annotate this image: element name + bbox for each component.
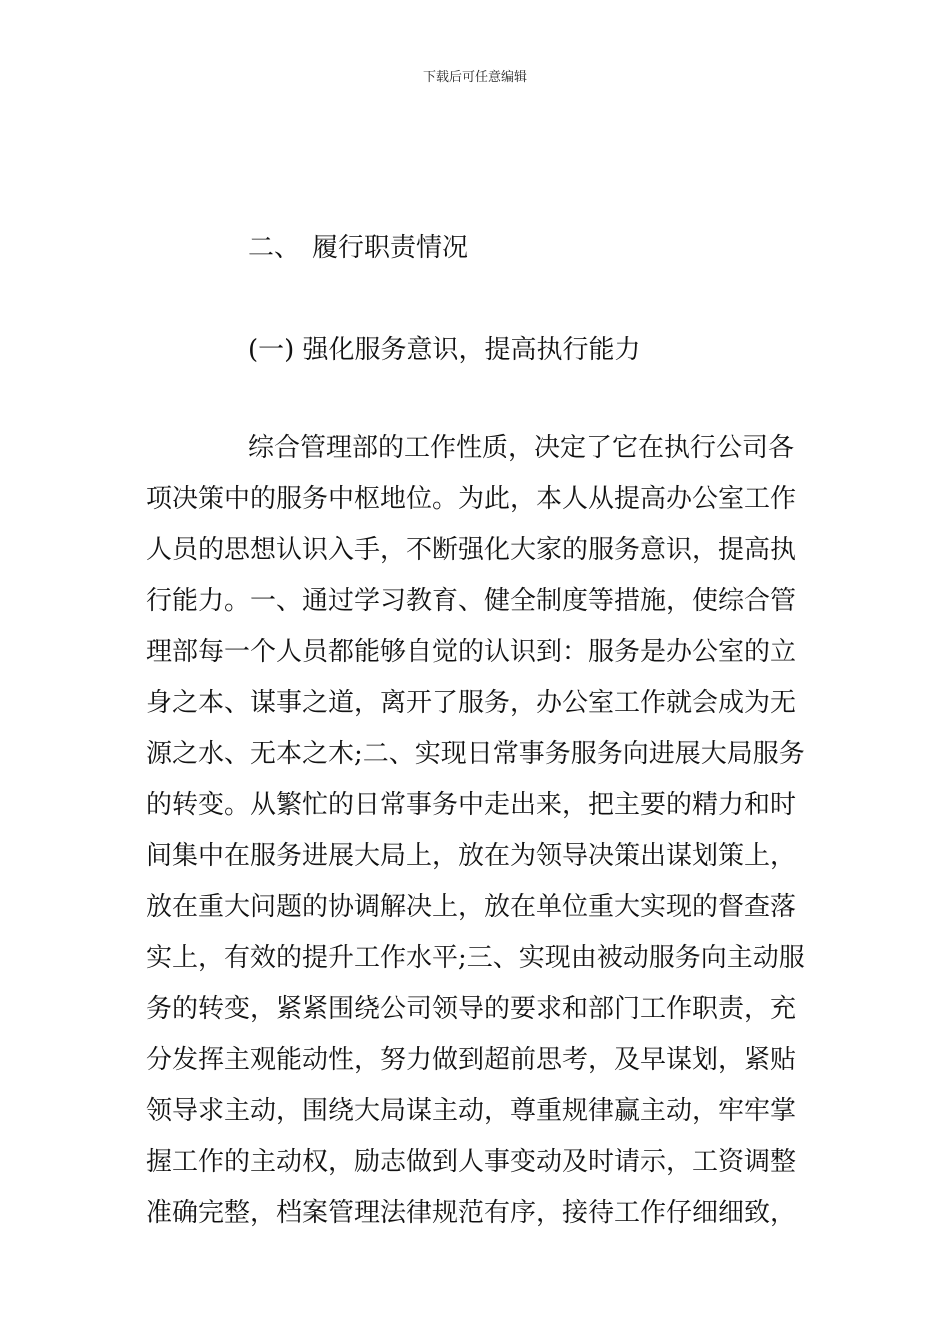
- body-paragraph: [146, 428, 826, 1244]
- paragraph-line: 握工作的主动权，励志做到人事变动及时请示，工资调整: [146, 1147, 797, 1177]
- paragraph-line: 实上，有效的提升工作水平;三、实现由被动服务向主动服: [146, 943, 805, 973]
- page-header-note: 下载后可任意编辑: [422, 70, 527, 85]
- paragraph-line: 分发挥主观能动性，努力做到超前思考，及早谋划，紧贴: [146, 1045, 797, 1075]
- paragraph-line: 间集中在服务进展大局上，放在为领导决策出谋划策上，: [146, 841, 797, 871]
- subsection-heading: (一) 强化服务意识，提高执行能力: [248, 335, 641, 365]
- section-heading: [248, 228, 468, 268]
- paragraph-line: 的转变。从繁忙的日常事务中走出来，把主要的精力和时: [146, 790, 797, 820]
- paragraph-line: 务的转变，紧紧围绕公司领导的要求和部门工作职责，充: [146, 994, 797, 1024]
- paragraph-line: 行能力。一、通过学习教育、健全制度等措施，使综合管: [146, 586, 797, 616]
- paragraph-line: 综合管理部的工作性质，决定了它在执行公司各: [248, 433, 795, 463]
- paragraph-line: 人员的思想认识入手，不断强化大家的服务意识，提高执: [146, 535, 797, 565]
- paragraph-line: 准确完整，档案管理法律规范有序，接待工作仔细细致，: [146, 1198, 797, 1228]
- paragraph-line: 理部每一个人员都能够自觉的认识到：服务是办公室的立: [146, 637, 797, 667]
- section-number: 二、: [248, 233, 301, 263]
- section-title: 履行职责情况: [312, 233, 469, 263]
- paragraph-line: 放在重大问题的协调解决上，放在单位重大实现的督查落: [146, 892, 797, 922]
- paragraph-line: 身之本、谋事之道，离开了服务，办公室工作就会成为无: [146, 688, 797, 718]
- paragraph-line: 领导求主动，围绕大局谋主动，尊重规律赢主动，牢牢掌: [146, 1096, 797, 1126]
- paragraph-line: 项决策中的服务中枢地位。为此，本人从提高办公室工作: [146, 484, 797, 514]
- paragraph-line: 源之水、无本之木;二、实现日常事务服务向进展大局服务: [146, 739, 805, 769]
